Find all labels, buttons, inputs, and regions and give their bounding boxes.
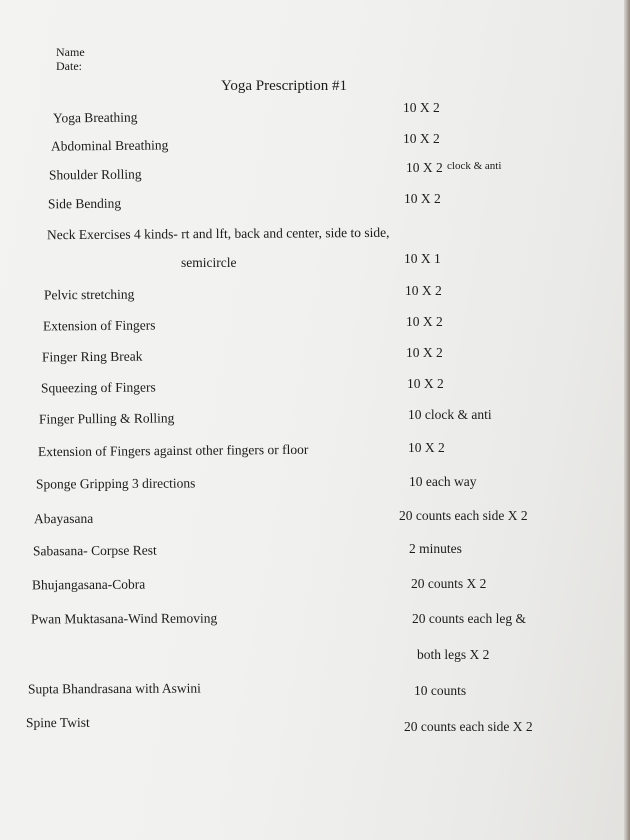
exercise-reps: 20 counts each leg & [412,611,526,626]
exercise-reps: 2 minutes [409,541,462,556]
exercise-name: Sponge Gripping 3 directions [35,475,196,492]
exercise-name: Supta Bhandrasana with Aswini [27,680,201,697]
exercise-name: Side Bending [47,195,122,212]
exercise-reps: 10 each way [409,474,477,489]
exercise-reps: 10 X 2 [404,191,441,206]
exercise-reps: 10 clock & anti [408,407,492,422]
exercise-name: Yoga Breathing [52,109,138,126]
document-title: Yoga Prescription #1 [221,78,347,94]
exercise-name: Bhujangasana-Cobra [31,576,146,593]
exercise-note: clock & anti [447,160,502,172]
exercise-reps: 10 X 2 [406,160,443,175]
page-edge [624,0,630,840]
exercise-name: Pelvic stretching [43,286,135,303]
exercise-name: Extension of Fingers [42,317,156,334]
exercise-name: Squeezing of Fingers [40,379,156,396]
exercise-name: Pwan Muktasana-Wind Removing [30,610,218,627]
exercise-name: Spine Twist [25,714,90,731]
exercise-name-continued: semicircle [181,255,237,270]
exercise-reps: 10 X 2 [403,131,440,146]
name-label: Name [56,45,85,59]
exercise-reps: 10 X 2 [407,376,444,391]
exercise-name: Extension of Fingers against other fingers or floor [37,441,309,460]
exercise-reps: 10 X 2 [406,314,443,329]
exercise-reps-continued: both legs X 2 [417,647,490,662]
exercise-name: Finger Pulling & Rolling [38,410,175,427]
exercise-name: Neck Exercises 4 kinds- rt and lft, back and center, side to side, [46,224,390,243]
exercise-reps: 10 counts [414,683,467,698]
exercise-reps: 20 counts each side X 2 [399,508,528,523]
exercise-reps: 10 X 2 [403,100,440,115]
exercise-name: Shoulder Rolling [48,166,142,183]
exercise-name: Finger Ring Break [41,348,143,365]
exercise-reps: 10 X 2 [408,440,445,455]
exercise-name: Abdominal Breathing [50,137,169,154]
date-label: Date: [56,59,82,73]
exercise-name: Sabasana- Corpse Rest [32,542,157,559]
exercise-reps: 10 X 2 [406,345,443,360]
exercise-reps: 10 X 2 [405,283,442,298]
exercise-reps: 20 counts X 2 [411,576,487,591]
exercise-name: Abayasana [33,510,94,527]
exercise-reps: 20 counts each side X 2 [404,719,533,734]
exercise-reps: 10 X 1 [404,251,441,266]
